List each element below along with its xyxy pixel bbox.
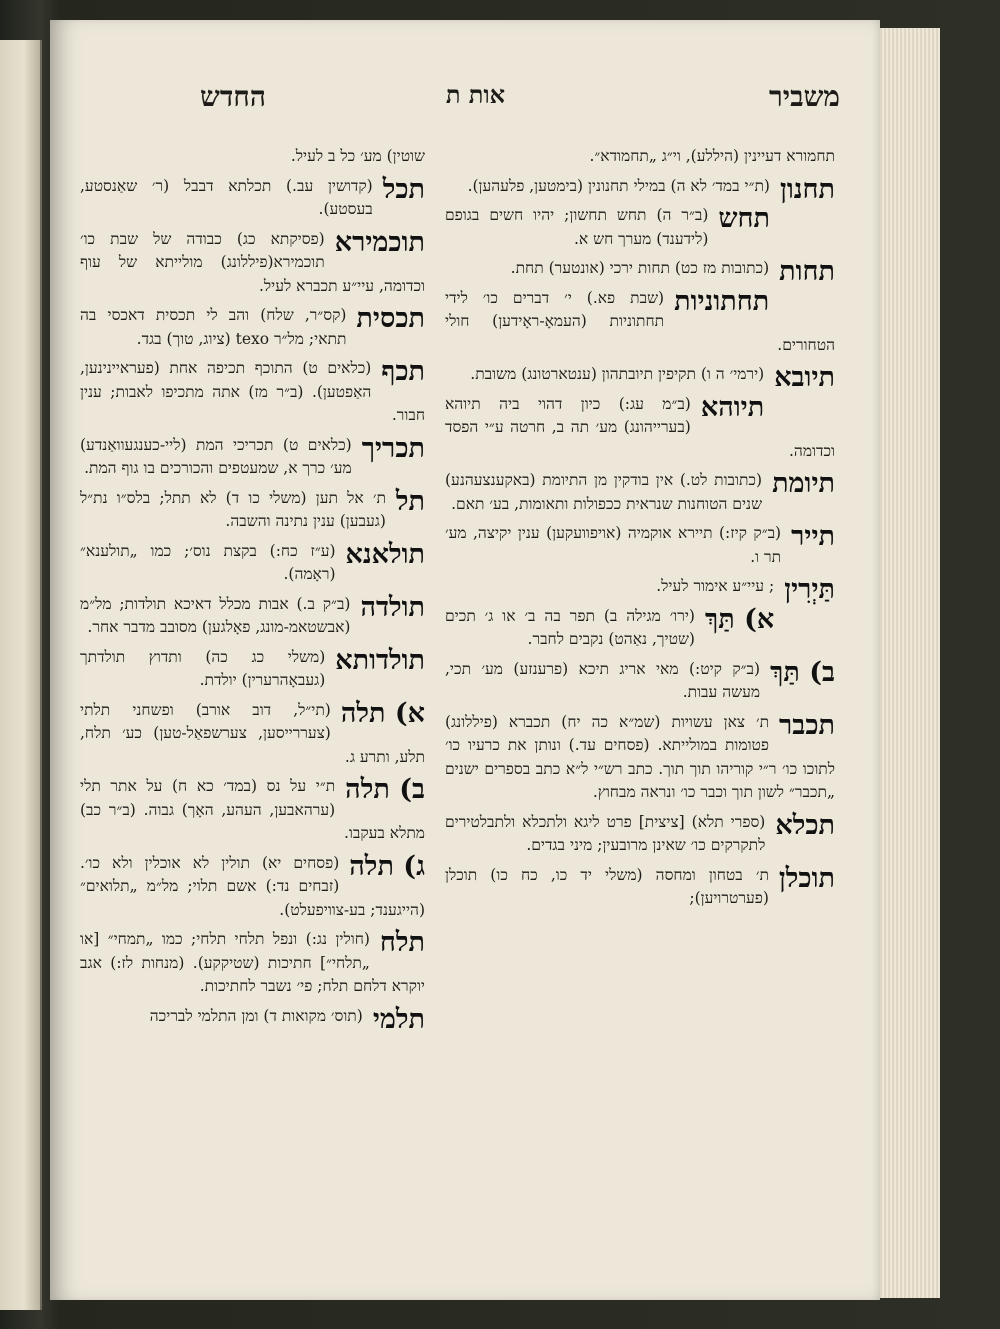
header-title-right: משביר: [768, 80, 840, 113]
entry-headword: תחנון: [779, 173, 835, 205]
dictionary-entry: [80, 540, 425, 587]
dictionary-entry: [80, 646, 425, 693]
dictionary-entry: [445, 864, 835, 911]
dictionary-entry: [445, 711, 835, 805]
book-page: [50, 20, 880, 1300]
dictionary-entry: [445, 658, 835, 705]
dictionary-entry: [445, 469, 835, 516]
right-column: [445, 145, 835, 1265]
dictionary-entry: [445, 574, 835, 605]
dictionary-entry: [80, 145, 425, 169]
dictionary-entry: [80, 357, 425, 428]
dictionary-entry: [445, 204, 835, 251]
entry-headword: תוכלן: [778, 862, 835, 894]
entry-headword: תכבר: [779, 709, 835, 741]
entry-headword: א) תלה: [340, 697, 425, 729]
dictionary-entry: [80, 434, 425, 481]
dictionary-entry: [445, 811, 835, 858]
entry-definition: ת׳ צאן עשויות (שמ״א כה יח) תכברא (פיללונג) פטומות במולייתא. (פסחים עד.) ונותן את כרעיו כו׳ לתוכו כו׳ ר״י קוריהו תוך תוך. כתב רש״י ל״א כתב בספרים ישנים „תכבר״ לשון תוך וכבר כו׳ ונראה מבחוץ.: [445, 712, 835, 801]
entry-headword: תַּיְרִין: [784, 574, 835, 605]
dictionary-entry: [445, 362, 835, 393]
entry-definition: (פסחים יא) תולין לא אוכלין ולא כו׳. (זבחים נד:) אשם תלוי; מל״מ „תלואים״ (הייגענד; בע-צוויפעלט).: [80, 853, 425, 919]
dictionary-entry: [445, 393, 835, 464]
entry-definition: (ע״ז כח:) בקצת נוס׳; כמו „תולענא״ (ראָמה).: [80, 541, 336, 583]
entry-headword: ב) תלה: [345, 774, 425, 805]
entry-definition: (קס״ר, שלח) והב לי תכסית דאכסי בה תתאי; מל״ר texo (ציוג, טוך) בגד.: [80, 306, 347, 348]
entry-headword: תחות: [779, 256, 835, 287]
entry-headword: תיובא: [774, 362, 835, 393]
page-stack-edge: [870, 28, 940, 1298]
entry-definition: (כלאים ט) תכריכי המת (ליי-כענגעוואַנדע) מע׳ כרך א, שמעטפים והכורכים בו גוף המת.: [80, 435, 352, 477]
running-header: [50, 80, 880, 130]
entry-definition: (פסיקתא כג) כבודה של שבת כו׳ תוכמירא(פיללונג) מולייתא של עוף וכדומה, עיי״ע תכברא לעיל.: [80, 229, 425, 295]
dictionary-entry: [80, 228, 425, 299]
dictionary-entry: [445, 522, 835, 569]
entry-headword: תולדותא: [335, 644, 425, 676]
dictionary-entry: [80, 304, 425, 351]
entry-headword: תולדה: [360, 591, 425, 623]
entry-definition: (ב״ק קיז:) תיירא אוקמיה (אויפוועקען) ענין יקיצה, מע׳ תר ו.: [445, 524, 782, 566]
dictionary-entry: [80, 487, 425, 534]
entry-definition: תחמורא דעיינין (היללע), וי״ג „תחמודא״.: [589, 147, 835, 165]
entry-definition: (תוס׳ מקואות ד) ומן התלמי לבריכה: [149, 1006, 363, 1025]
entry-headword: תכריך: [361, 432, 425, 464]
entry-definition: (ירו׳ מגילה ב) תפר בה ב׳ או ג׳ תכים (שטיך, נאַהט) נקבים לחבר.: [445, 606, 695, 648]
entry-definition: (כתובות לט.) אין בודקין מן התיומת (באקענצעהנע) שנים הטוחנות שנראית ככפולות ותאומות, בע׳ תאם.: [445, 471, 763, 513]
entry-definition: ת׳ בטחון ומחסה (משלי יד כו, כח כו) תוכלן (פערטרויען);: [445, 865, 769, 907]
entry-definition: (ב״מ עג:) כיון דהוי ביה תיוהא (בערייהונג) מע׳ תה ב, חרטה ע״י הפסד וכדומה.: [445, 394, 835, 460]
entry-definition: שוטין) מע׳ כל ב לעיל.: [290, 147, 425, 165]
dictionary-entry: [445, 287, 835, 358]
entry-definition: (כלאים ט) התוכף תכיפה אחת (פעראיינינען, האַפטען). (ב״ר מז) אתה מתכיפו לאבות; ענין חבור.: [80, 359, 425, 424]
entry-headword: ג) תלה: [349, 850, 425, 882]
header-title-left: החדש: [200, 80, 266, 113]
entry-definition: (חולין נג:) ונפל תלחי תלחי; כמו „תמחי״ [או „תלחי״] חתיכות (שטיקקע). (מנחות לז:) אגב יוקרא דלחם תלח; פי׳ נשבר לחתיכות.: [80, 930, 425, 995]
dictionary-entry: [445, 173, 835, 205]
entry-headword: תייר: [791, 521, 835, 552]
entry-definition: (ב״ר ה) תחש תחשון; יהיו חשים בגופם (לידענד) מערך חש א.: [445, 206, 709, 248]
dictionary-entry: [445, 605, 835, 652]
dictionary-entry: [80, 699, 425, 770]
header-letter-section: אות ת: [445, 80, 505, 109]
entry-headword: ב) תַּךְ: [770, 656, 835, 688]
entry-definition: (תי״ל, דוב אורב) ופשחני תלתי (צעררייסען, צערשפאַל-טען) כע׳ תלח, תלע, ותרע ג.: [80, 700, 425, 766]
dictionary-entry: [445, 256, 835, 287]
entry-headword: א) תַּךְ: [704, 603, 775, 635]
dictionary-entry: [80, 1003, 425, 1035]
entry-definition: (שבת פא.) י׳ דברים כו׳ לידי תחתוניות (העמאָ-ראָידען) חולי הטחורים.: [445, 288, 835, 354]
entry-headword: תוכמירא: [334, 226, 425, 258]
entry-definition: ת״י על נס (במד׳ כא ח) על אתר תלי (ערהאבען, העהע, האָך) גבוה. (ב״ר כב) מתלא בעקבו.: [80, 777, 425, 842]
entry-definition: (ספרי תלא) [ציצית] פרט ליגא ולתכלא ולתבלטירים לתקרקים כו׳ שאינן מרובעין; מיני בגדים.: [445, 812, 766, 854]
entry-headword: תחש: [718, 203, 770, 234]
entry-headword: תיומת: [772, 468, 835, 499]
entry-definition: (ב״ק קיט:) מאי אריג תיכא (פרענזע) מע׳ תכי, מעשה עבות.: [445, 659, 761, 701]
entry-headword: תחתוניות: [674, 285, 770, 317]
dictionary-entry: [80, 775, 425, 846]
left-column: [80, 145, 425, 1265]
dictionary-entry: [80, 852, 425, 923]
entry-headword: תכל: [382, 173, 425, 205]
entry-definition: (משלי כג כה) ותדוץ תולדתך (געבאָהרערין) יולדת.: [80, 647, 326, 689]
entry-headword: תלמי: [372, 1003, 425, 1035]
entry-headword: תל: [395, 485, 425, 517]
entry-headword: תלח: [379, 927, 425, 958]
entry-definition: (ירמי׳ ה ו) תקיפין תיובתהון (ענטארטונג) משובת.: [470, 365, 765, 383]
entry-definition: (כתובות מז כט) תחות ירכי (אונטער) תחת.: [510, 259, 770, 277]
entry-headword: תולאנא: [345, 538, 425, 570]
dictionary-entry: [80, 928, 425, 999]
entry-headword: תכלא: [775, 809, 835, 841]
entry-headword: תיוהא: [700, 391, 765, 423]
dictionary-entry: [80, 175, 425, 222]
entry-definition: ; עיי״ע אימור לעיל.: [656, 577, 775, 595]
entry-definition: (ב״ק ב.) אבות מכלל דאיכא תולדות; מל״מ (אבשטאמ-מונג, פאָלגען) מסובב מדבר אחר.: [80, 594, 351, 636]
entry-definition: (ת״י במד׳ לא ה) במילי תחנונין (בימטען, פלעהען).: [467, 176, 770, 195]
entry-definition: (קדושין עב.) תכלתא דבבל (ר׳ שאַנסטע, בעסטע).: [80, 176, 373, 218]
entry-headword: תכסית: [356, 303, 425, 334]
entry-headword: תכף: [381, 356, 425, 387]
entry-definition: ת׳ אל תען (משלי כו ד) לא תתל; בלס״ו נת״ל (געבען) ענין נתינה והשבה.: [80, 488, 386, 530]
previous-page-edge: [0, 40, 42, 1310]
dictionary-entry: [80, 593, 425, 640]
dictionary-entry: [445, 145, 835, 169]
